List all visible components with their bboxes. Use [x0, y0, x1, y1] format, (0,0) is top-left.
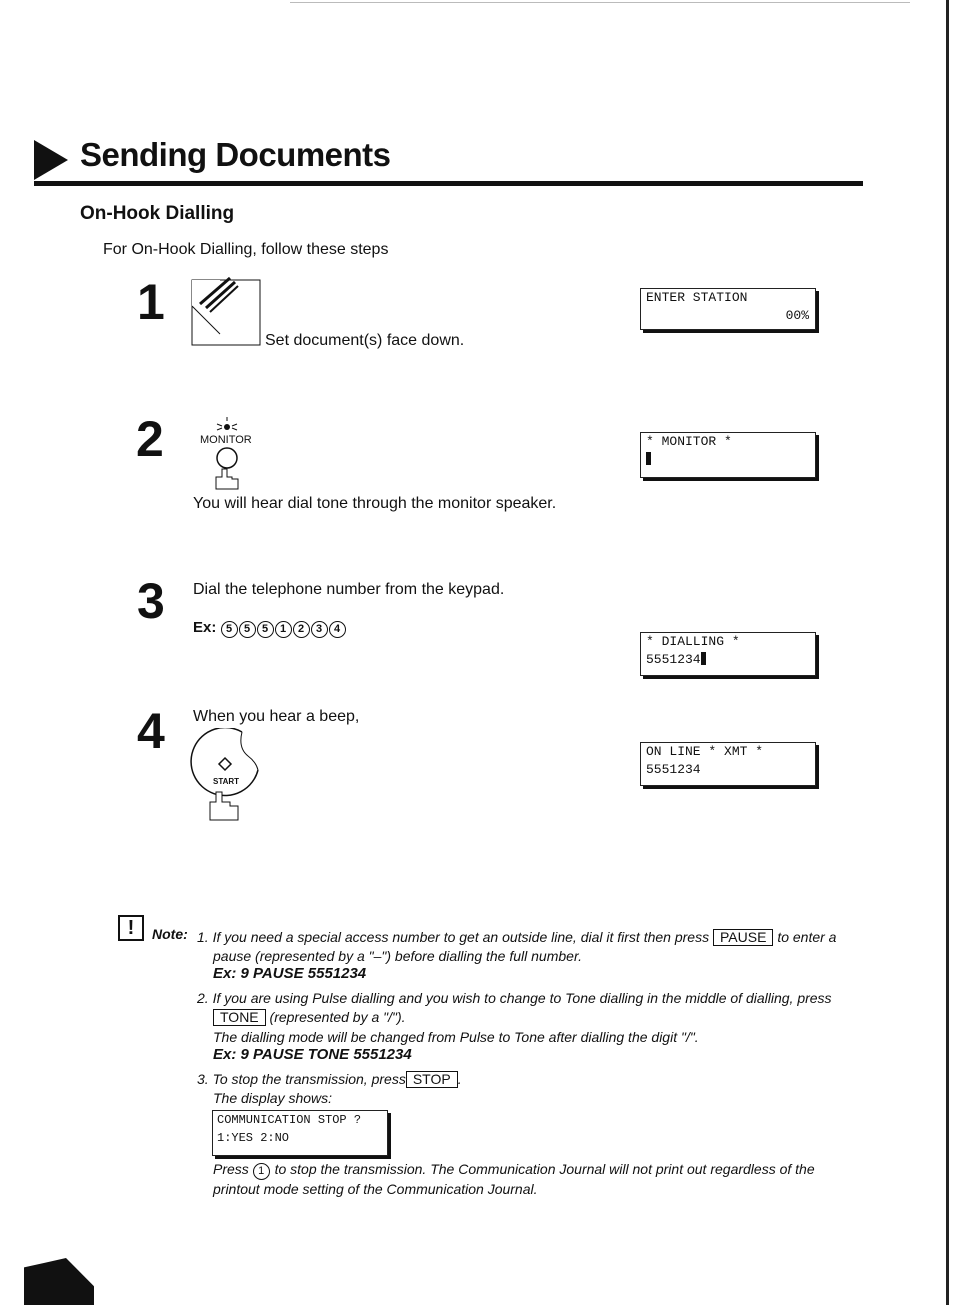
note-label: Note: — [152, 926, 188, 942]
monitor-light-icon — [213, 417, 243, 433]
note-icon: ! — [118, 915, 144, 941]
cursor-icon — [646, 452, 651, 465]
title-arrow-icon — [34, 140, 68, 180]
lcd-line-1: ON LINE * XMT * — [646, 744, 764, 759]
start-button-label: START — [213, 777, 240, 786]
key-digit: 3 — [311, 621, 328, 638]
key-digit: 1 — [275, 621, 292, 638]
pause-key: PAUSE — [713, 929, 773, 946]
lcd-display-3 — [640, 632, 816, 676]
note-1-num: 1. — [197, 929, 209, 945]
note-3-text-e: printout mode setting of the Communication Journal. — [213, 1181, 538, 1197]
step-1-number: 1 — [137, 274, 165, 330]
note-2-line-2 — [213, 1009, 406, 1026]
step-3-example — [193, 619, 347, 638]
tone-key: TONE — [213, 1009, 266, 1026]
lcd-line-2-text: 5551234 — [646, 652, 701, 667]
note-1-text-c: pause (represented by a "–") before dialling the full number. — [213, 948, 582, 964]
step-1-text: Set document(s) face down. — [265, 332, 465, 349]
document-feed-icon — [190, 276, 265, 348]
step-4-number: 4 — [137, 703, 165, 759]
page-edge — [946, 0, 949, 1305]
step-3-text: Dial the telephone number from the keypad. — [193, 581, 505, 598]
section-heading: On-Hook Dialling — [80, 203, 235, 224]
note-1-text-b: to enter a — [777, 929, 837, 945]
lcd-line-2: 1:YES 2:NO — [217, 1131, 290, 1145]
monitor-button-label: MONITOR — [200, 434, 252, 446]
lcd-line-2: 00% — [785, 308, 809, 323]
key-digit: 2 — [293, 621, 310, 638]
lcd-display-2 — [640, 432, 816, 478]
key-digit: 5 — [239, 621, 256, 638]
key-digit: 5 — [221, 621, 238, 638]
note-2-num: 2. — [197, 990, 209, 1006]
note-3-press: Press — [213, 1161, 249, 1177]
scan-line — [290, 2, 910, 3]
note-3-text-c: The display shows: — [213, 1090, 333, 1106]
step-3-number: 3 — [137, 573, 165, 629]
page-corner-mark — [24, 1258, 94, 1305]
lcd-line-2 — [641, 651, 815, 669]
lcd-line-1: ENTER STATION — [646, 290, 748, 305]
note-2-text-b: (represented by a "/"). — [269, 1009, 406, 1025]
monitor-button-press-icon[interactable] — [210, 447, 245, 491]
key-digit: 4 — [329, 621, 346, 638]
title-rule — [34, 181, 863, 186]
note-2-example: Ex: 9 PAUSE TONE 5551234 — [213, 1046, 412, 1063]
lcd-line-2 — [641, 451, 815, 469]
note-1-text-a: If you need a special access number to get an outside line, dial it first then press — [212, 929, 710, 945]
lcd-line-2: 5551234 — [646, 762, 701, 777]
page-title: Sending Documents — [80, 136, 391, 173]
step-2-number: 2 — [136, 411, 164, 467]
note-1-line-1 — [197, 929, 836, 946]
note-2-text-a: If you are using Pulse dialling and you wish to change to Tone dialling in the middle of dialling, press — [212, 990, 832, 1006]
note-3-text-a: To stop the transmission, press — [212, 1071, 406, 1087]
stop-key: STOP — [406, 1071, 458, 1088]
lcd-line-1: * MONITOR * — [646, 434, 732, 449]
note-3-text-b: . — [457, 1071, 462, 1087]
lcd-display-stop — [212, 1110, 388, 1156]
lcd-display-1 — [640, 288, 816, 330]
key-digit: 5 — [257, 621, 274, 638]
lcd-line-1: COMMUNICATION STOP ? — [217, 1113, 362, 1127]
lcd-line-1: * DIALLING * — [646, 634, 740, 649]
note-2-text-c: The dialling mode will be changed from Pulse to Tone after dialling the digit "/". — [213, 1029, 699, 1045]
note-1-example: Ex: 9 PAUSE 5551234 — [213, 965, 367, 982]
note-3-line-1 — [197, 1071, 462, 1088]
note-3-text-d: to stop the transmission. The Communication Journal will not print out regardless of the — [274, 1161, 815, 1177]
note-3-line-d — [213, 1161, 815, 1180]
step-2-text: You will hear dial tone through the monitor speaker. — [193, 495, 557, 512]
example-label: Ex: — [193, 619, 217, 636]
key-digit: 1 — [253, 1163, 270, 1180]
lcd-display-4 — [640, 742, 816, 786]
start-button-icon[interactable] — [190, 728, 265, 823]
step-4-text: When you hear a beep, — [193, 708, 360, 725]
note-3-num: 3. — [197, 1071, 209, 1087]
cursor-icon — [701, 652, 706, 665]
note-2-line-1 — [197, 990, 832, 1006]
intro-text: For On-Hook Dialling, follow these steps — [103, 241, 389, 258]
